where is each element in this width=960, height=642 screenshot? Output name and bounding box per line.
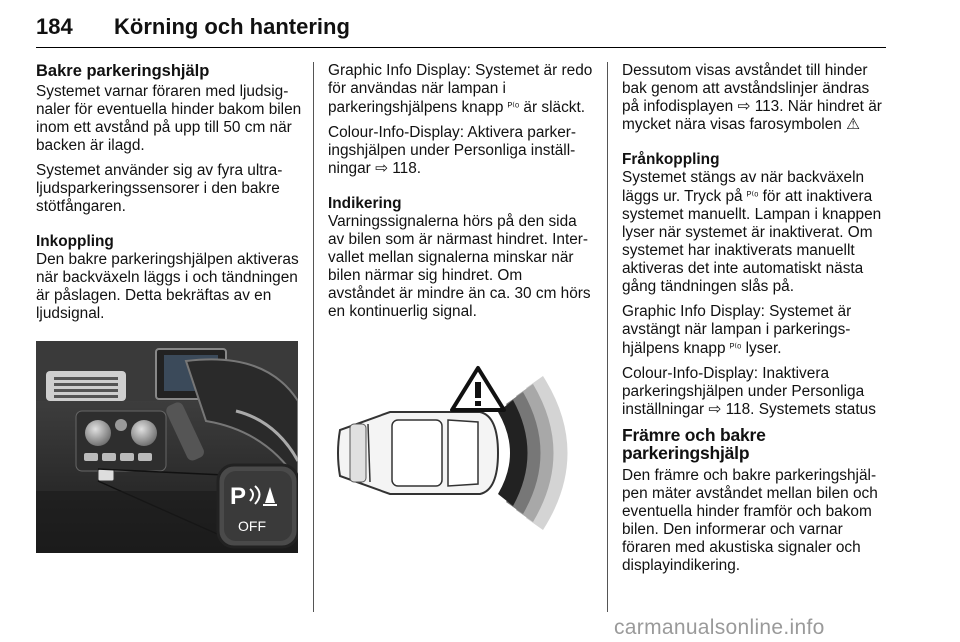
paragraph: Varningssignalerna hörs på den sida av bilen som är närmast hindret. Intervallet mellan signalerna minskar när bilen närmar sig hindret. Om avståndet är mindre än ca. 30 cm hörs en kontinuerlig signal. <box>328 213 591 320</box>
paragraph: Graphic Info Display: Systemet är redo för användas när lampan i parkeringshjälpens knapp ᴾ⁽ᵒ är släckt. <box>328 62 593 116</box>
column-divider <box>607 62 608 612</box>
rear-sensor-diagram <box>330 362 592 544</box>
paragraph: Graphic Info Display: Systemet är avstängt när lampan i parkeringshjälpens knapp ᴾ⁽ᵒ lyser. <box>622 303 852 357</box>
paragraph: Den bakre parkeringshjälpen aktiveras när backväxeln läggs i och tändningen är påslagen. Detta bekräftas av en ljudsignal. <box>36 251 299 322</box>
dashboard-photo <box>36 341 298 553</box>
off-button-label: OFF <box>238 518 266 534</box>
subheading-inkoppling: Inkoppling <box>36 233 114 250</box>
page-reference: 118 <box>725 401 751 418</box>
parking-button-icon: ᴾ⁽ᵒ <box>729 342 742 354</box>
subheading-frankoppling: Frånkoppling <box>622 151 720 168</box>
paragraph: Dessutom visas avståndet till hinder bak genom att avståndslinjer ändras på infodisplayen ⇨ 113. När hindret är mycket nära visas farosymbolen ⚠ <box>622 62 882 133</box>
reference-arrow-icon: ⇨ <box>375 160 388 177</box>
column-1 <box>36 62 302 330</box>
page-reference: 113 <box>754 98 780 115</box>
subheading-indikering: Indikering <box>328 195 402 212</box>
watermark: carmanualsonline.info <box>614 616 825 639</box>
section-title-rear-parking: Bakre parkeringshjälp <box>36 62 210 80</box>
paragraph: Systemet stängs av när backväxeln läggs ur. Tryck på ᴾ⁽ᵒ för att inaktivera systemet manuellt. Lampan i knappen lyser när systemet är inaktiverat. Om systemet har inaktiverats manuellt aktiveras det inte automatiskt nästa gång tändningen slås på. <box>622 169 882 295</box>
page-reference: 118 <box>392 160 417 177</box>
reference-arrow-icon: ⇨ <box>708 401 722 418</box>
column-3 <box>622 62 890 582</box>
chapter-title: Körning och hantering <box>114 14 350 39</box>
section-title-front-rear-parking: Främre och bakre parkeringshjälp <box>622 425 766 463</box>
svg-text:P: P <box>230 483 247 510</box>
paragraph: Den främre och bakre parkeringshjälpen mäter avståndet mellan bilen och eventuella hinder framför och bakom bilen. Den informerar och varnar föraren med akustiska signaler och displayindikering. <box>622 467 878 574</box>
paragraph: Colour-Info-Display: Inaktivera parkeringshjälpen under Personliga inställningar ⇨ 118. Systemets status <box>622 365 876 418</box>
column-2 <box>328 62 593 328</box>
reference-arrow-icon: ⇨ <box>737 98 751 115</box>
warning-triangle-icon: ⚠ <box>846 116 860 133</box>
paragraph: Systemet varnar föraren med ljudsignaler för eventuella hinder bakom bilen inom ett avstånd på upp till 50 cm när backen är ilagd. <box>36 83 302 154</box>
page-number: 184 <box>36 14 73 39</box>
page-header <box>36 8 886 48</box>
paragraph: Systemet använder sig av fyra ultraljudsparkeringssensorer i den bakre stötfångaren. <box>36 162 283 215</box>
header-rule <box>36 47 886 48</box>
parking-button-icon: ᴾ⁽ᵒ <box>507 101 520 113</box>
paragraph: Colour-Info-Display: Aktivera parkeringshjälpen under Personliga inställningar ⇨ 118. <box>328 124 577 177</box>
column-divider <box>313 62 314 612</box>
parking-button-icon: ᴾ⁽ᵒ <box>746 190 759 202</box>
